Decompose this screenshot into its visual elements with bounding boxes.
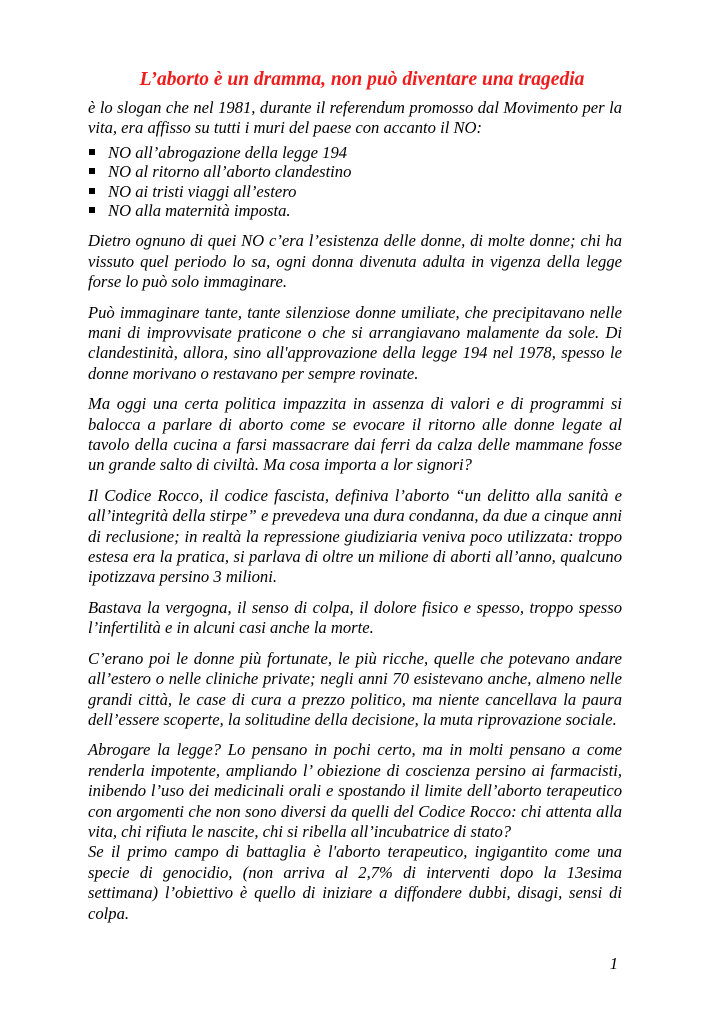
bullet-square-icon <box>89 168 95 174</box>
body-paragraph: Abrogare la legge? Lo pensano in pochi certo, ma in molti pensano a come renderla impotente, ampliando l’ obiezione di coscienza persino ai farmacisti, inibendo l’uso dei medicinali orali e spostando il limite dell’aborto terapeutico con argomenti che non sono diversi da quelli del Codice Rocco: chi attenta alla vita, chi rifiuta le nascite, chi si ribella all’incubatrice di stato? <box>88 740 622 841</box>
body-paragraph: Bastava la vergogna, il senso di colpa, il dolore fisico e spesso, troppo spesso l’infertilità e in alcuni casi anche la morte. <box>88 597 622 638</box>
document-body <box>88 98 622 934</box>
bullet-square-icon <box>89 207 95 213</box>
list-item-text: NO ai tristi viaggi all’estero <box>108 181 297 201</box>
body-paragraph: Se il primo campo di battaglia è l'aborto terapeutico, ingigantito come una specie di genocidio, (non arriva al 2,7% di interventi dopo la 13esima settimana) l’obiettivo è quello di iniziare a diffondere dubbi, disagi, sensi di colpa. <box>88 842 622 923</box>
list-item-text: NO all’abrogazione della legge 194 <box>108 142 348 162</box>
bullet-square-icon <box>89 188 95 194</box>
body-paragraph: Può immaginare tante, tante silenziose donne umiliate, che precipitavano nelle mani di improvvisate praticone o che si arrangiavano malamente da sole. Di clandestinità, allora, sino all'approvazione della legge 194 nel 1978, spesso le donne morivano o restavano per sempre rovinate. <box>88 302 622 383</box>
list-item <box>88 182 622 201</box>
document-title: L’aborto è un dramma, non può diventare una tragedia <box>139 69 585 90</box>
intro-paragraph: è lo slogan che nel 1981, durante il referendum promosso dal Movimento per la vita, era affisso su tutti i muri del paese con accanto il NO: <box>88 98 622 138</box>
list-item <box>88 201 622 220</box>
bullet-square-icon <box>89 149 95 155</box>
list-item <box>88 143 622 162</box>
list-item-text: NO alla maternità imposta. <box>108 200 291 220</box>
body-paragraph: C’erano poi le donne più fortunate, le più ricche, quelle che potevano andare all’estero o nelle cliniche private; negli anni 70 esistevano anche, almeno nelle grandi città, le case di cura a prezzo politico, ma niente cancellava la paura dell’essere scoperte, la solitudine della decisione, la muta riprovazione sociale. <box>88 648 622 729</box>
body-paragraph: Ma oggi una certa politica impazzita in assenza di valori e di programmi si balocca a parlare di aborto come se evocare il ritorno alle donne legate al tavolo della cucina a farsi massacrare dai ferri da calza delle mammane fosse un grande salto di civiltà. Ma cosa importa a lor signori? <box>88 394 622 475</box>
slogan-list <box>88 143 622 221</box>
body-paragraph: Il Codice Rocco, il codice fascista, definiva l’aborto “un delitto alla sanità e all’integrità della stirpe” e prevedeva una dura condanna, da due a cinque anni di reclusione; in realtà la repressione giudiziaria veniva poco utilizzata: troppo estesa era la pratica, si parlava di oltre un milione di aborti all’anno, qualcuno ipotizzava persino 3 milioni. <box>88 485 622 587</box>
list-item-text: NO al ritorno all’aborto clandestino <box>108 162 352 182</box>
list-item <box>88 162 622 181</box>
body-paragraph: Dietro ognuno di quei NO c’era l’esistenza delle donne, di molte donne; chi ha vissuto quel periodo lo sa, ogni donna divenuta adulta in vigenza della legge forse lo può solo immaginare. <box>88 231 622 292</box>
page-number: 1 <box>609 954 618 973</box>
